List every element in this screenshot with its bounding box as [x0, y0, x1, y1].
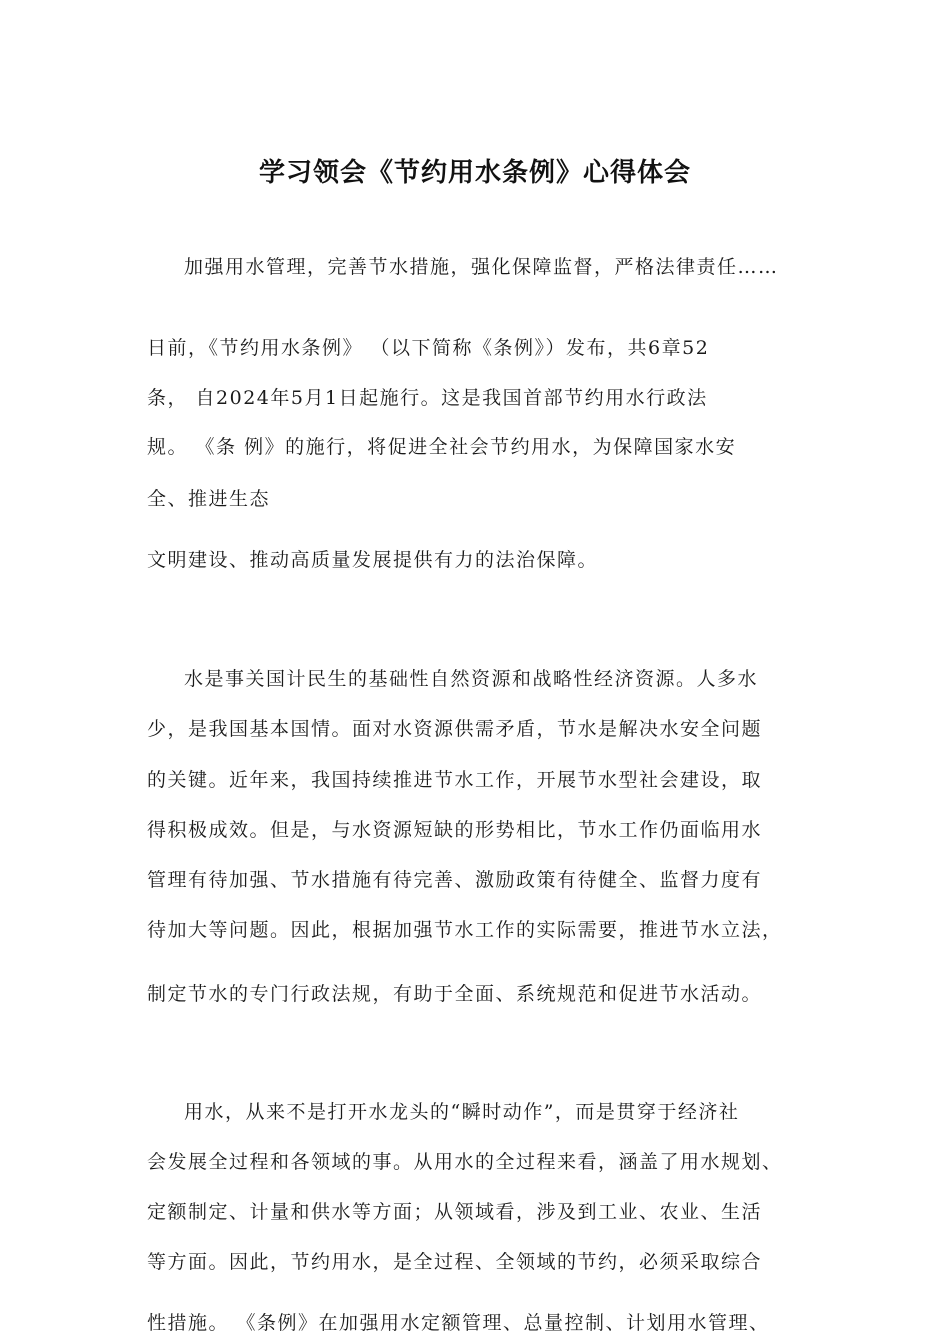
paragraph-1-line-4: 规。 《条 例》的施行，将促进全社会节约用水，为保障国家水安 — [147, 436, 737, 458]
paragraph-2-line-6: 待加大等问题。因此，根据加强节水工作的实际需要，推进节水立法， — [147, 919, 783, 941]
paragraph-2-line-5: 管理有待加强、节水措施有待完善、激励政策有待健全、监督力度有 — [147, 869, 763, 891]
paragraph-2-line-3: 的关键。近年来，我国持续推进节水工作，开展节水型社会建设，取 — [147, 769, 763, 791]
paragraph-1-line-3: 条， 自2024年5月1日起施行。这是我国首部节约用水行政法 — [147, 387, 708, 409]
paragraph-2-line-2: 少，是我国基本国情。面对水资源供需矛盾，节水是解决水安全问题 — [147, 718, 763, 740]
paragraph-3-line-3: 定额制定、计量和供水等方面；从领域看，涉及到工业、农业、生活 — [147, 1201, 763, 1223]
paragraph-2-line-1: 水是事关国计民生的基础性自然资源和战略性经济资源。人多水 — [184, 668, 759, 690]
paragraph-1-line-6: 文明建设、推动高质量发展提供有力的法治保障。 — [147, 549, 599, 571]
paragraph-3-line-5: 性措施。 《条例》在加强用水定额管理、总量控制、计划用水管理、 — [147, 1312, 770, 1334]
paragraph-3-line-1: 用水，从来不是打开水龙头的“瞬时动作”，而是贯穿于经济社 — [184, 1101, 740, 1123]
paragraph-1-line-2: 日前，《节约用水条例》 （以下简称《条例》）发布，共6章52 — [147, 337, 710, 359]
paragraph-1-line-5: 全、推进生态 — [147, 488, 271, 510]
document-title: 学习领会《节约用水条例》心得体会 — [258, 158, 691, 188]
paragraph-1-line-1: 加强用水管理，完善节水措施，强化保障监督，严格法律责任…… — [184, 256, 779, 278]
paragraph-3-line-2: 会发展全过程和各领域的事。从用水的全过程来看，涵盖了用水规划、 — [147, 1151, 783, 1173]
paragraph-2-line-7: 制定节水的专门行政法规，有助于全面、系统规范和促进节水活动。 — [147, 983, 763, 1005]
paragraph-3-line-4: 等方面。因此，节约用水，是全过程、全领域的节约，必须采取综合 — [147, 1251, 763, 1273]
paragraph-2-line-4: 得积极成效。但是，与水资源短缺的形势相比，节水工作仍面临用水 — [147, 819, 763, 841]
